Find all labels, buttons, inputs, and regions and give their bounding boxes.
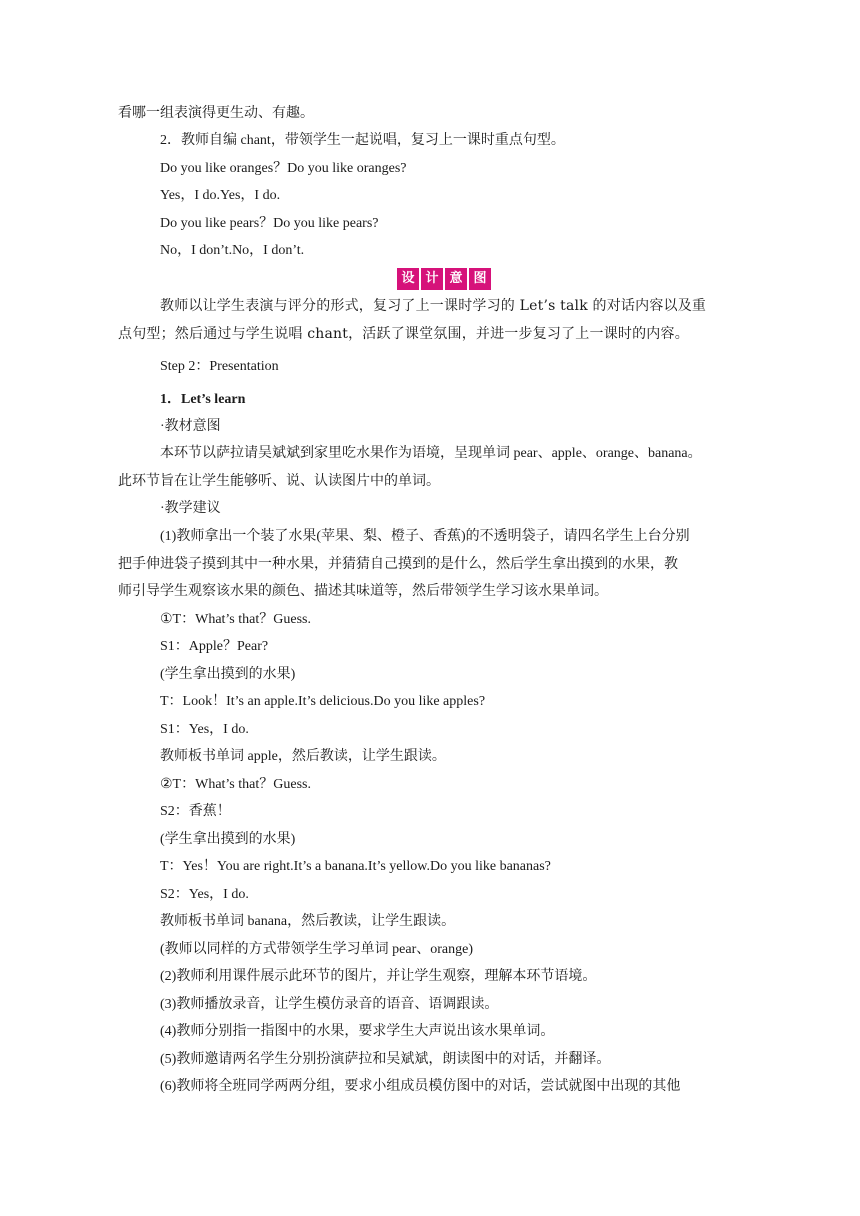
text-line: (2)教师利用课件展示此环节的图片，并让学生观察，理解本环节语境。 xyxy=(160,969,597,984)
text-line: 2．教师自编 chant，带领学生一起说唱，复习上一课时重点句型。 xyxy=(160,133,565,148)
teaching-advice-label: ·教学建议 xyxy=(160,501,221,516)
text-line: (1)教师拿出一个装了水果(苹果、梨、橙子、香蕉)的不透明袋子，请四名学生上台分别 xyxy=(160,529,690,544)
text-line: (5)教师邀请两名学生分别扮演萨拉和吴斌斌，朗读图中的对话，并翻译。 xyxy=(160,1052,611,1067)
text-line: Do you like pears？Do you like pears? xyxy=(160,216,379,231)
material-intent-label: ·教材意图 xyxy=(160,419,221,434)
banner-char: 设 xyxy=(397,268,419,290)
text-line: 师引导学生观察该水果的颜色、描述其味道等，然后带领学生学习该水果单词。 xyxy=(118,584,608,599)
text-line: 本环节以萨拉请吴斌斌到家里吃水果作为语境，呈现单词 pear、apple、orange、banana。 xyxy=(160,446,702,461)
step-heading: Step 2：Presentation xyxy=(160,359,279,374)
dialogue-line: (学生拿出摸到的水果) xyxy=(160,832,296,847)
text-line: 此环节旨在让学生能够听、说、认读图片中的单词。 xyxy=(118,474,440,489)
dialogue-line: ②T：What’s that？Guess. xyxy=(160,777,311,792)
design-intent-text: 教师以让学生表演与评分的形式，复习了上一课时学习的 Let’s talk 的对话内容以及重 xyxy=(160,298,707,314)
text-line: (6)教师将全班同学两两分组，要求小组成员模仿图中的对话，尝试就图中出现的其他 xyxy=(160,1079,681,1094)
dialogue-line: S1：Apple？Pear? xyxy=(160,639,269,654)
text-line: 看哪一组表演得更生动、有趣。 xyxy=(118,106,314,121)
text-line: (4)教师分别指一指图中的水果，要求学生大声说出该水果单词。 xyxy=(160,1024,555,1039)
banner-char: 意 xyxy=(445,268,467,290)
dialogue-line: S2：香蕉！ xyxy=(160,804,231,819)
dialogue-line: (教师以同样的方式带领学生学习单词 pear、orange) xyxy=(160,942,474,957)
dialogue-line: 教师板书单词 apple，然后教读，让学生跟读。 xyxy=(160,749,446,764)
text-line: No，I don’t.No，I don’t. xyxy=(160,243,305,258)
design-intent-banner xyxy=(397,268,491,290)
dialogue-line: 教师板书单词 banana，然后教读，让学生跟读。 xyxy=(160,914,456,929)
banner-char: 图 xyxy=(469,268,491,290)
dialogue-line: T：Look！It’s an apple.It’s delicious.Do you like apples? xyxy=(160,694,486,709)
dialogue-line: S1：Yes，I do. xyxy=(160,722,249,737)
text-line: (3)教师播放录音，让学生模仿录音的语音、语调跟读。 xyxy=(160,997,499,1012)
dialogue-line: S2：Yes，I do. xyxy=(160,887,249,902)
banner-char: 计 xyxy=(421,268,443,290)
text-line: 把手伸进袋子摸到其中一种水果，并猜猜自己摸到的是什么，然后学生拿出摸到的水果，教 xyxy=(118,557,678,572)
text-line: Do you like oranges？Do you like oranges? xyxy=(160,161,407,176)
section-heading: 1．Let’s learn xyxy=(160,392,246,407)
text-line: Yes，I do.Yes，I do. xyxy=(160,188,281,203)
dialogue-line: (学生拿出摸到的水果) xyxy=(160,667,296,682)
design-intent-text: 点句型；然后通过与学生说唱 chant，活跃了课堂氛围，并进一步复习了上一课时的内容。 xyxy=(118,326,689,342)
dialogue-line: ①T：What’s that？Guess. xyxy=(160,612,311,627)
dialogue-line: T：Yes！You are right.It’s a banana.It’s yellow.Do you like bananas? xyxy=(160,859,551,874)
